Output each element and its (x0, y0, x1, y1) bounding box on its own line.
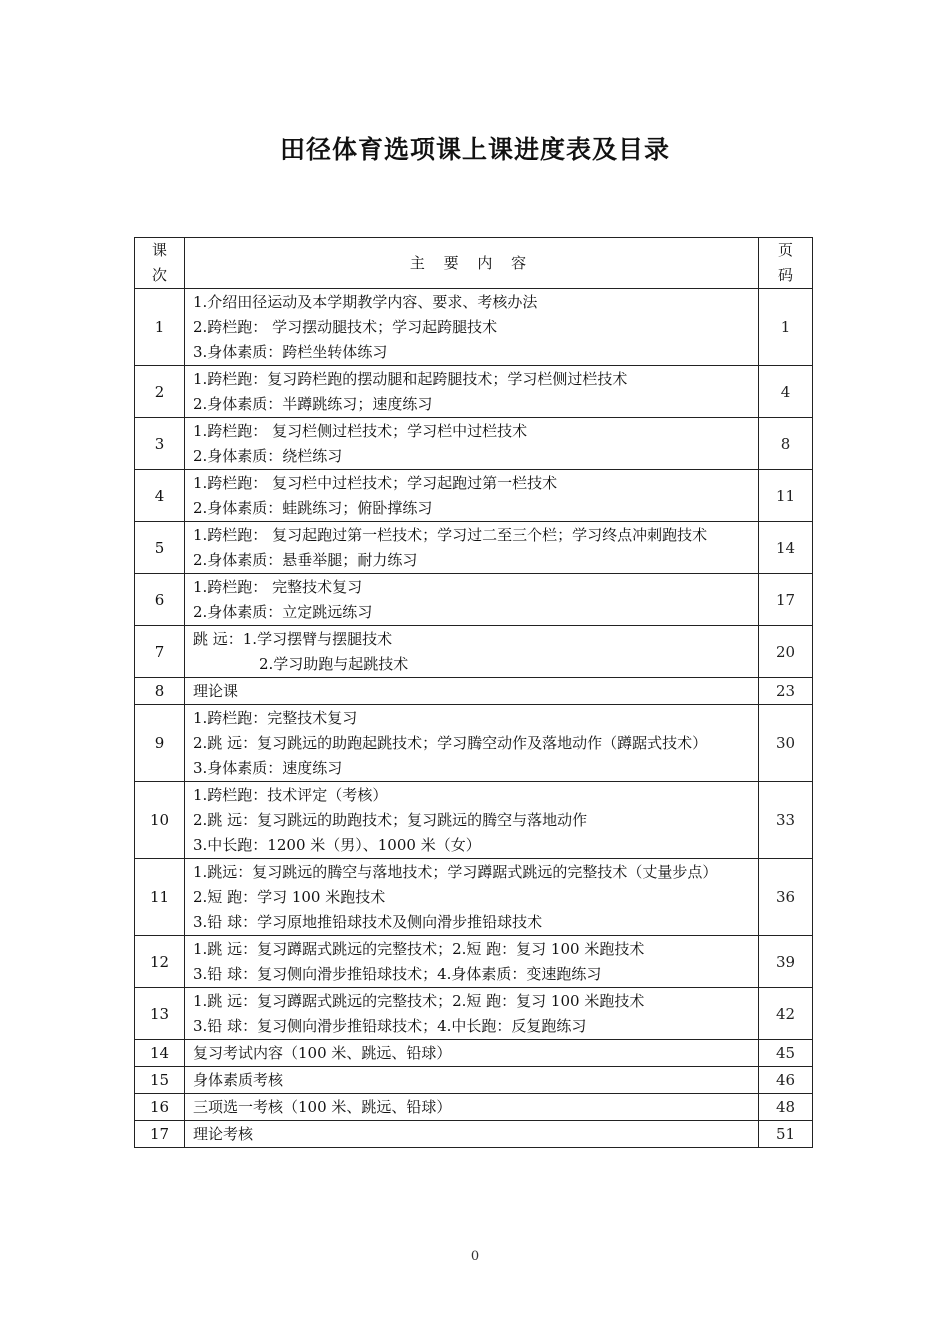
page-number-cell: 11 (759, 470, 813, 522)
content-line: 2.短 跑：学习 100 米跑技术 (193, 888, 386, 906)
table-row (135, 705, 813, 782)
lesson-number-cell: 7 (135, 626, 185, 678)
content-line: 1.跨栏跑：完整技术复习 (193, 709, 358, 727)
lesson-number-cell: 15 (135, 1067, 185, 1094)
page-number-cell: 33 (759, 782, 813, 859)
table-row (135, 988, 813, 1040)
content-cell (185, 522, 759, 574)
lesson-number-cell: 14 (135, 1040, 185, 1067)
content-line: 3.身体素质：速度练习 (193, 759, 343, 777)
content-cell (185, 705, 759, 782)
header-main-content: 主 要 内 容 (185, 238, 759, 289)
content-cell (185, 678, 759, 705)
content-cell (185, 470, 759, 522)
content-line: 3.中长跑：1200 米（男）、1000 米（女） (193, 836, 481, 854)
page-number-cell: 14 (759, 522, 813, 574)
lesson-number-cell: 12 (135, 936, 185, 988)
table-row (135, 678, 813, 705)
lesson-number-cell: 1 (135, 289, 185, 366)
page-number-cell: 23 (759, 678, 813, 705)
content-line: 2.身体素质：悬垂举腿；耐力练习 (193, 551, 418, 569)
content-line: 1.跳 远：复习蹲踞式跳远的完整技术；2.短 跑：复习 100 米跑技术 (193, 940, 645, 958)
content-cell (185, 289, 759, 366)
content-line: 3.铅 球：复习侧向滑步推铅球技术；4.中长跑：反复跑练习 (193, 1017, 587, 1035)
lesson-number-cell: 9 (135, 705, 185, 782)
header-lesson-top: 课 (151, 241, 167, 259)
lesson-number-cell: 11 (135, 859, 185, 936)
page-number-cell: 17 (759, 574, 813, 626)
lesson-number-cell: 6 (135, 574, 185, 626)
content-line: 理论课 (193, 682, 239, 700)
content-cell (185, 366, 759, 418)
content-cell (185, 574, 759, 626)
content-line: 2.跳 远：复习跳远的助跑起跳技术；学习腾空动作及落地动作（蹲踞式技术） (193, 734, 708, 752)
table-row (135, 1067, 813, 1094)
content-cell (185, 1067, 759, 1094)
page-number-cell: 46 (759, 1067, 813, 1094)
content-line: 1.跳远：复习跳远的腾空与落地技术；学习蹲踞式跳远的完整技术（丈量步点） (193, 863, 718, 881)
content-line: 2.跨栏跑： 学习摆动腿技术；学习起跨腿技术 (193, 318, 498, 336)
header-page-bottom: 码 (777, 266, 793, 284)
content-cell (185, 626, 759, 678)
page-number-cell: 45 (759, 1040, 813, 1067)
content-line: 身体素质考核 (193, 1071, 284, 1089)
content-line: 2.身体素质：立定跳远练习 (193, 603, 373, 621)
page-number-cell: 48 (759, 1094, 813, 1121)
content-line: 三项选一考核（100 米、跳远、铅球） (193, 1098, 452, 1116)
content-line: 3.铅 球：学习原地推铅球技术及侧向滑步推铅球技术 (193, 913, 543, 931)
lesson-number-cell: 13 (135, 988, 185, 1040)
header-lesson-bottom: 次 (151, 266, 167, 284)
table-row (135, 366, 813, 418)
lesson-number-cell: 17 (135, 1121, 185, 1148)
page-number-cell: 39 (759, 936, 813, 988)
page-title: 田径体育选项课上课进度表及目录 (279, 135, 670, 164)
schedule-table (134, 237, 813, 1148)
table-row (135, 859, 813, 936)
table-row (135, 418, 813, 470)
content-line: 复习考试内容（100 米、跳远、铅球） (193, 1044, 452, 1062)
page-number-cell: 8 (759, 418, 813, 470)
table-row (135, 626, 813, 678)
content-line: 1.跨栏跑： 复习栏侧过栏技术；学习栏中过栏技术 (193, 422, 528, 440)
content-line: 2.身体素质：绕栏练习 (193, 447, 343, 465)
content-line: 1.跨栏跑： 复习栏中过栏技术；学习起跑过第一栏技术 (193, 474, 558, 492)
table-row (135, 470, 813, 522)
content-cell (185, 1121, 759, 1148)
table-row (135, 289, 813, 366)
lesson-number-cell: 4 (135, 470, 185, 522)
content-cell (185, 782, 759, 859)
content-cell (185, 859, 759, 936)
header-page-number (759, 238, 813, 289)
content-line: 2.学习助跑与起跳技术 (259, 655, 409, 673)
page-number-cell: 36 (759, 859, 813, 936)
content-line: 1.跨栏跑： 完整技术复习 (193, 578, 363, 596)
footer-page-number: 0 (470, 1249, 480, 1264)
content-line: 3.铅 球：复习侧向滑步推铅球技术；4.身体素质：变速跑练习 (193, 965, 602, 983)
table-row (135, 522, 813, 574)
table-header-row (135, 238, 813, 289)
content-line: 1.跨栏跑：复习跨栏跑的摆动腿和起跨腿技术；学习栏侧过栏技术 (193, 370, 628, 388)
content-line: 1.跨栏跑：技术评定（考核） (193, 786, 388, 804)
table-row (135, 936, 813, 988)
header-lesson-number (135, 238, 185, 289)
page-number-cell: 51 (759, 1121, 813, 1148)
page-number-cell: 42 (759, 988, 813, 1040)
lesson-number-cell: 3 (135, 418, 185, 470)
content-line: 2.身体素质：半蹲跳练习；速度练习 (193, 395, 433, 413)
lesson-number-cell: 16 (135, 1094, 185, 1121)
lesson-number-cell: 10 (135, 782, 185, 859)
lesson-number-cell: 8 (135, 678, 185, 705)
content-cell (185, 418, 759, 470)
page-number-cell: 4 (759, 366, 813, 418)
content-line: 1.跨栏跑： 复习起跑过第一栏技术；学习过二至三个栏；学习终点冲刺跑技术 (193, 526, 708, 544)
table-row (135, 1040, 813, 1067)
content-line: 2.跳 远：复习跳远的助跑技术；复习跳远的腾空与落地动作 (193, 811, 588, 829)
page-number-cell: 1 (759, 289, 813, 366)
content-line: 1.跳 远：复习蹲踞式跳远的完整技术；2.短 跑：复习 100 米跑技术 (193, 992, 645, 1010)
table-row (135, 1121, 813, 1148)
content-cell (185, 988, 759, 1040)
table-row (135, 782, 813, 859)
content-line: 1.介绍田径运动及本学期教学内容、要求、考核办法 (193, 293, 538, 311)
content-line: 跳 远：1.学习摆臂与摆腿技术 (193, 630, 393, 648)
lesson-number-cell: 5 (135, 522, 185, 574)
schedule-body (135, 289, 813, 1148)
page-number-cell: 30 (759, 705, 813, 782)
content-line: 2.身体素质：蛙跳练习；俯卧撑练习 (193, 499, 433, 517)
content-cell (185, 936, 759, 988)
table-row (135, 574, 813, 626)
content-line: 3.身体素质：跨栏坐转体练习 (193, 343, 388, 361)
lesson-number-cell: 2 (135, 366, 185, 418)
content-cell (185, 1094, 759, 1121)
content-cell (185, 1040, 759, 1067)
page-number-cell: 20 (759, 626, 813, 678)
header-page-top: 页 (777, 241, 793, 259)
table-row (135, 1094, 813, 1121)
content-line: 理论考核 (193, 1125, 254, 1143)
